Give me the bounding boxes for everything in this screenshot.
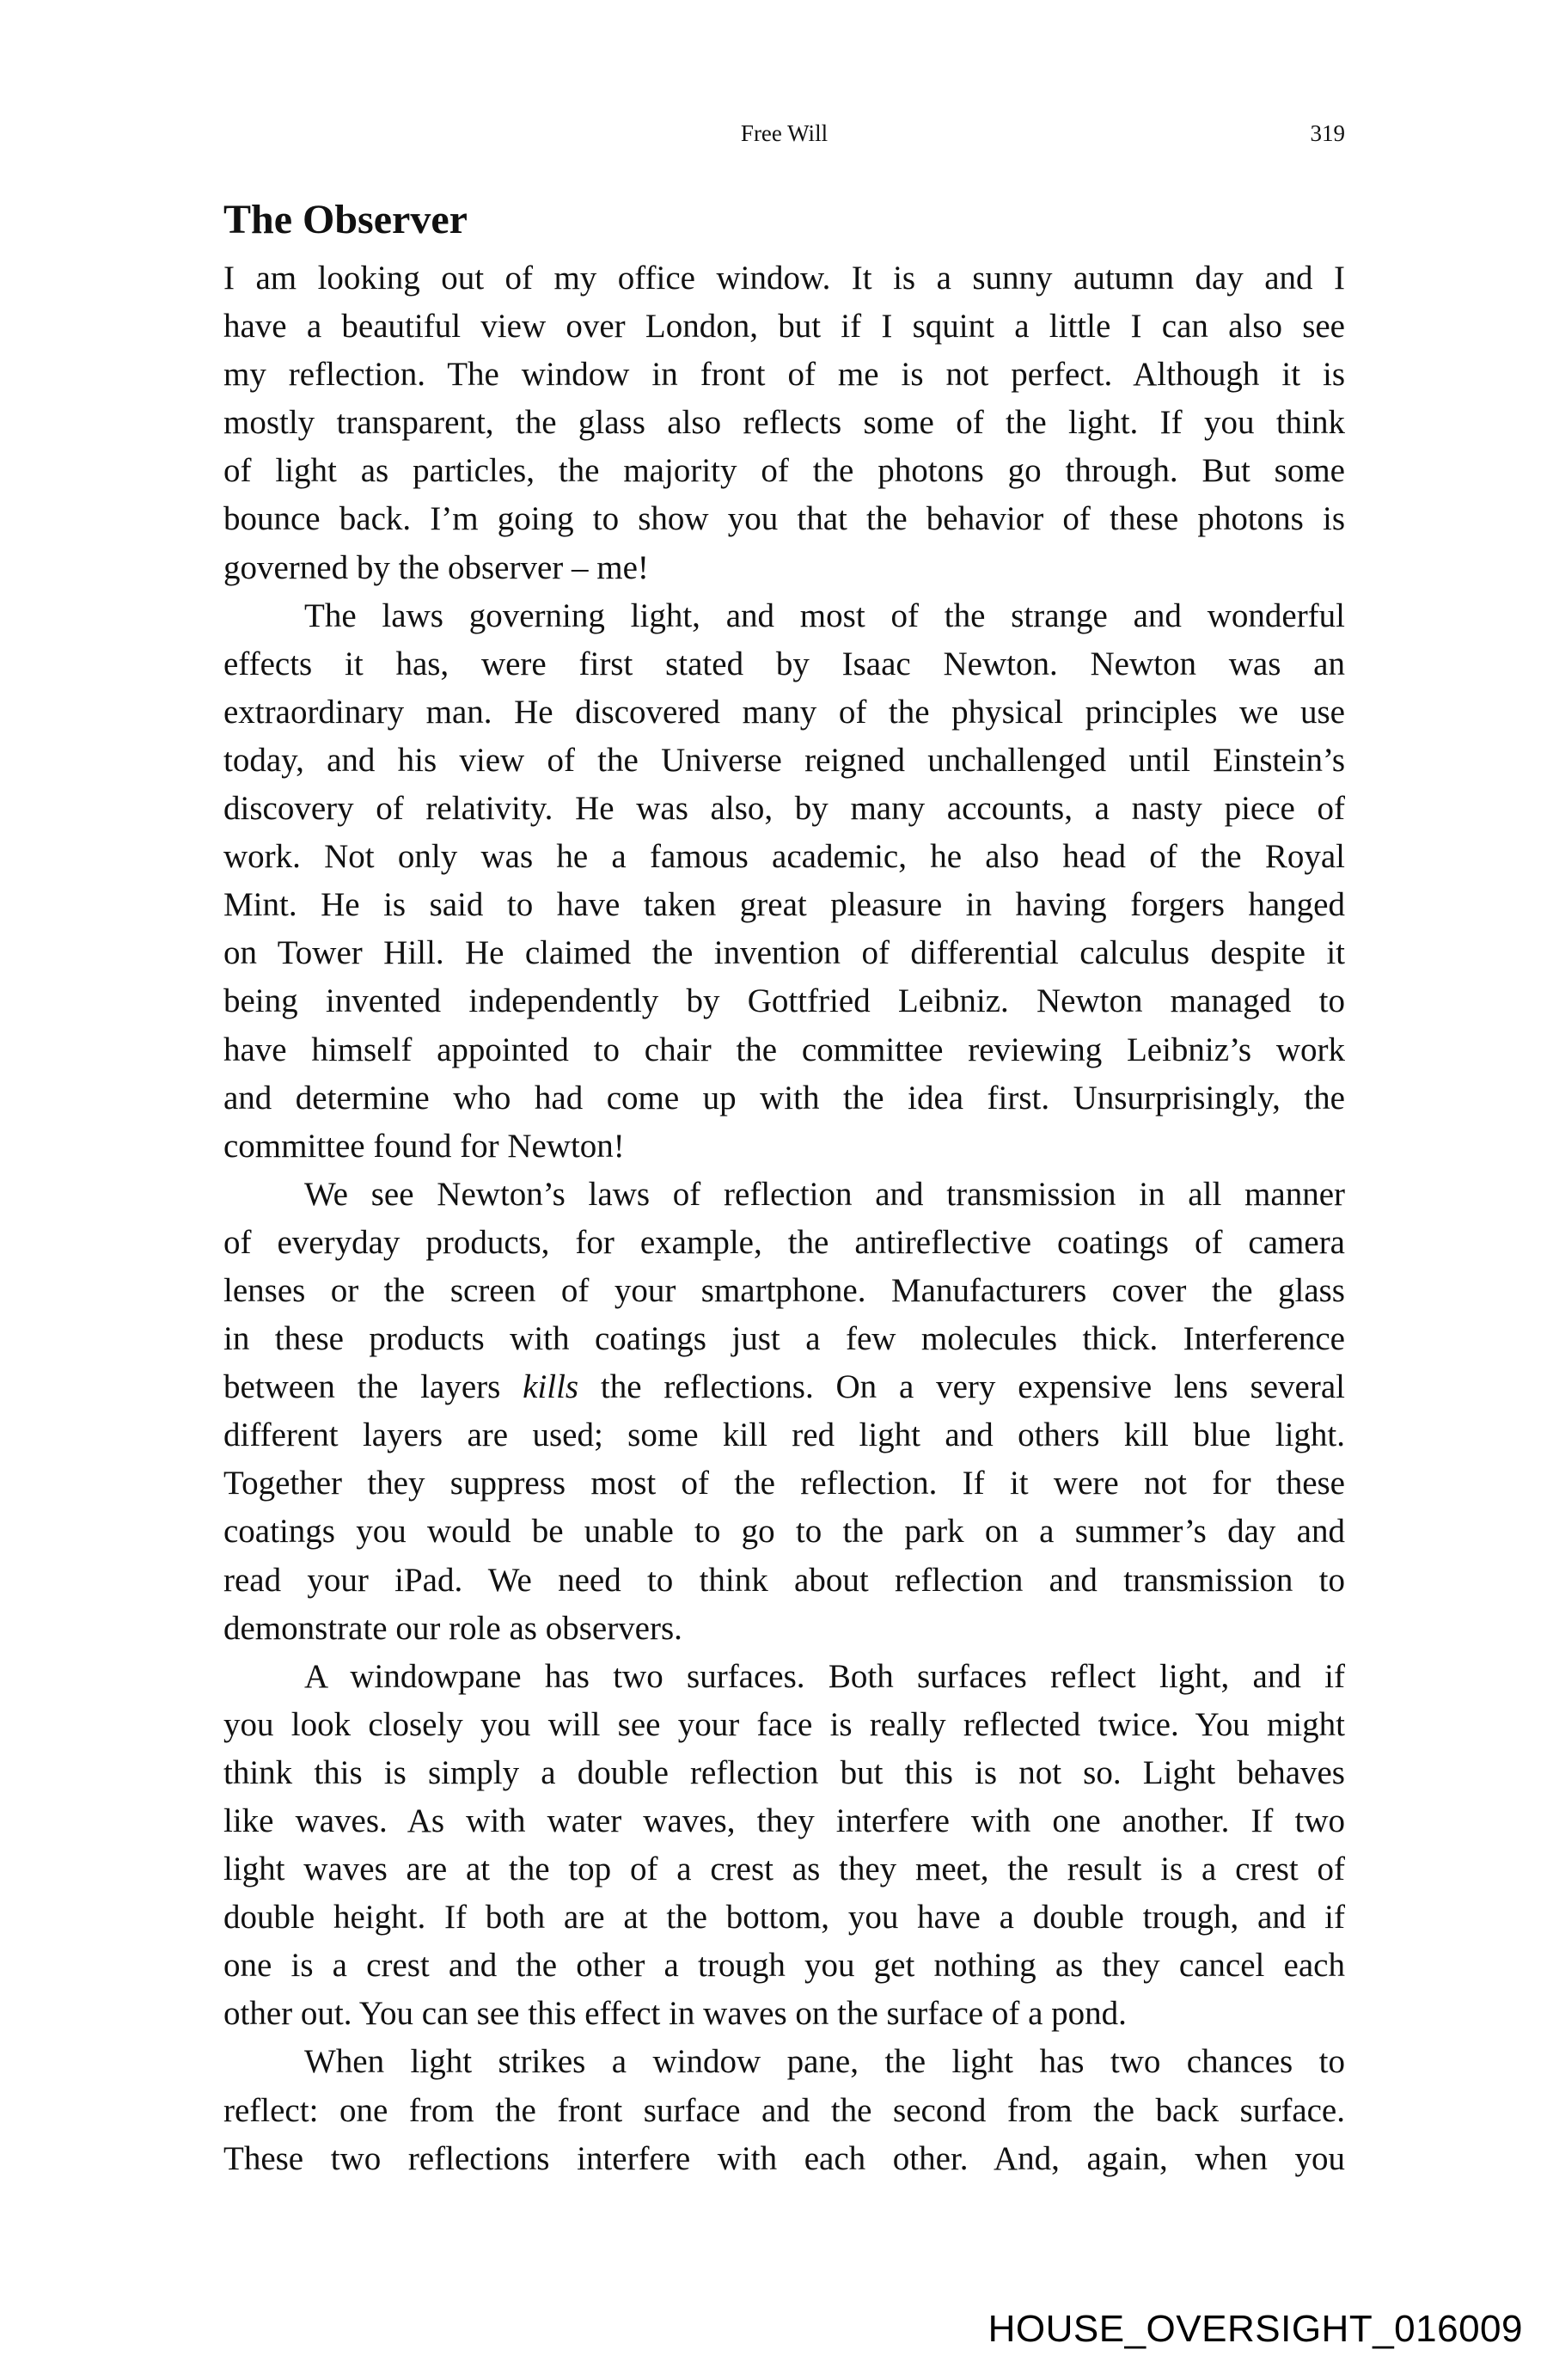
text-line: work. Not only was he a famous academic, he also head of the Royal — [223, 838, 1345, 876]
text-line: my reflection. The window in front of me is not perfect. Although it is — [223, 356, 1345, 394]
running-title: Free Will — [740, 120, 829, 146]
body-text — [223, 254, 1345, 2183]
text-line: have himself appointed to chair the committee reviewing Leibniz’s work — [223, 1031, 1345, 1068]
text-line: you look closely you will see your face is really reflected twice. You might — [223, 1705, 1345, 1743]
text-line: read your iPad. We need to think about reflection and transmission to — [223, 1561, 1345, 1599]
text-line: of everyday products, for example, the antireflective coatings of camera — [223, 1223, 1345, 1261]
paragraph — [223, 2038, 1345, 2182]
paragraph — [223, 254, 1345, 592]
text-line: light waves are at the top of a crest as they meet, the result is a crest of — [223, 1851, 1345, 1888]
text-line: of light as particles, the majority of the photons go through. But some — [223, 452, 1345, 490]
text-line: being invented independently by Gottfried Leibniz. Newton managed to — [223, 982, 1345, 1020]
text-line: extraordinary man. He discovered many of the physical principles we use — [223, 693, 1345, 731]
text-line: have a beautiful view over London, but if I squint a little I can also see — [223, 308, 1345, 346]
text-line: think this is simply a double reflection but this is not so. Light behaves — [223, 1753, 1345, 1791]
paragraph — [223, 1653, 1345, 2039]
text-line: These two reflections interfere with each other. And, again, when you — [223, 2139, 1345, 2177]
text-line: We see Newton’s laws of reflection and transmission in all manner — [304, 1175, 1345, 1213]
bates-stamp: HOUSE_OVERSIGHT_016009 — [988, 2308, 1523, 2350]
text-line: lenses or the screen of your smartphone. Manufacturers cover the glass — [223, 1271, 1345, 1309]
emphasis-kills: kills — [523, 1368, 579, 1406]
text-line: Together they suppress most of the reflection. If it were not for these — [223, 1465, 1345, 1502]
text-line: in these products with coatings just a few molecules thick. Interference — [223, 1320, 1345, 1358]
text-line: double height. If both are at the bottom, you have a double trough, and if — [223, 1899, 1345, 1936]
text-line: like waves. As with water waves, they interfere with one another. If two — [223, 1802, 1345, 1839]
text-line: governed by the observer – me! — [223, 548, 649, 586]
text-line: on Tower Hill. He claimed the invention of differential calculus despite it — [223, 934, 1345, 972]
paragraph — [223, 1171, 1345, 1653]
text-line: different layers are used; some kill red light and others kill blue light. — [223, 1416, 1345, 1454]
text-line: effects it has, were first stated by Isaac Newton. Newton was an — [223, 645, 1345, 682]
text-line: bounce back. I’m going to show you that the behavior of these photons is — [223, 500, 1345, 538]
section-title: The Observer — [223, 197, 468, 242]
text-run: the reflections. On a very expensive lens several — [578, 1368, 1345, 1406]
text-line: mostly transparent, the glass also reflects some of the light. If you think — [223, 404, 1345, 442]
text-line: today, and his view of the Universe reigned unchallenged until Einstein’s — [223, 741, 1345, 779]
text-line: Mint. He is said to have taken great pleasure in having forgers hanged — [223, 886, 1345, 924]
text-line: demonstrate our role as observers. — [223, 1609, 682, 1647]
text-line: one is a crest and the other a trough you get nothing as they cancel each — [223, 1947, 1345, 1985]
page-number: 319 — [1310, 120, 1345, 146]
text-line: committee found for Newton! — [223, 1127, 625, 1165]
text-line: reflect: one from the front surface and the second from the back surface. — [223, 2091, 1345, 2129]
text-line: When light strikes a window pane, the light has two chances to — [304, 2043, 1345, 2081]
text-line: A windowpane has two surfaces. Both surfaces reflect light, and if — [304, 1657, 1345, 1695]
paragraph — [223, 592, 1345, 1171]
text-line: discovery of relativity. He was also, by many accounts, a nasty piece of — [223, 790, 1345, 828]
text-line: I am looking out of my office window. It is a sunny autumn day and I — [223, 260, 1345, 297]
text-line: and determine who had come up with the idea first. Unsurprisingly, the — [223, 1079, 1345, 1117]
text-line-with-emphasis — [223, 1363, 1345, 1411]
text-line: The laws governing light, and most of the strange and wonderful — [304, 597, 1345, 634]
text-run: between the layers — [223, 1368, 523, 1406]
running-header — [223, 120, 1345, 155]
text-line: other out. You can see this effect in waves on the surface of a pond. — [223, 1995, 1127, 2033]
text-line: coatings you would be unable to go to the park on a summer’s day and — [223, 1513, 1345, 1551]
